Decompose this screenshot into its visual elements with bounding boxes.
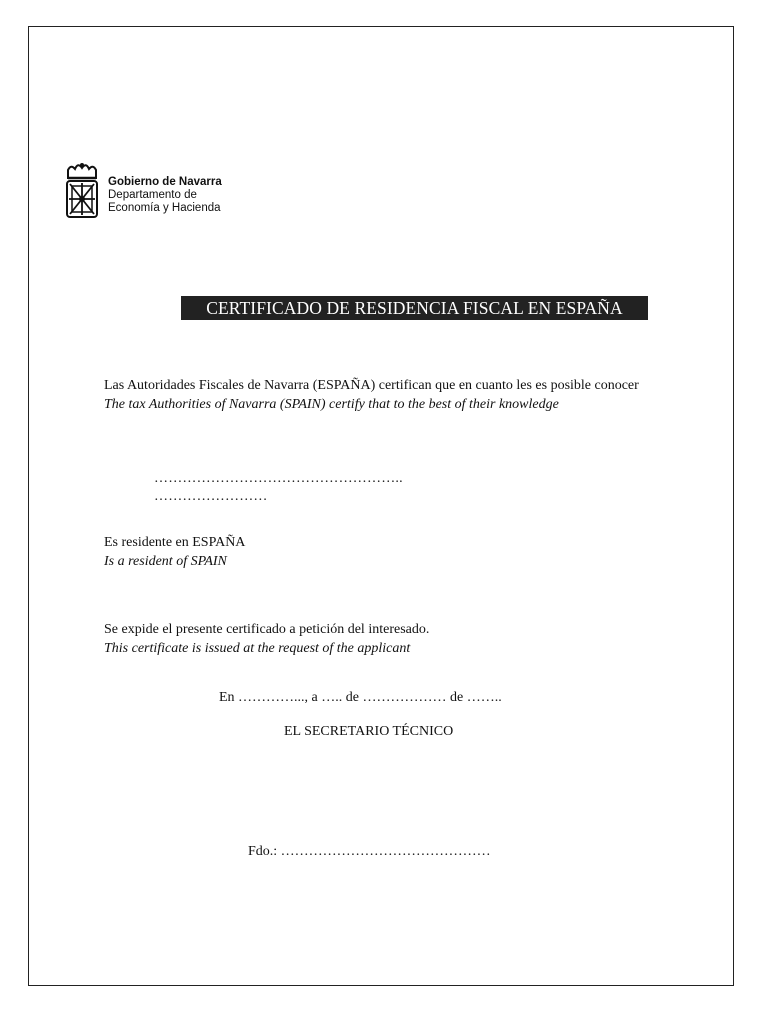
issuance-spanish: Se expide el presente certificado a petición del interesado. bbox=[104, 622, 430, 637]
issuance-english: This certificate is issued at the request of the applicant bbox=[104, 641, 411, 656]
intro-spanish: Las Autoridades Fiscales de Navarra (ESPAÑA) certifican que en cuanto les es posible conocer bbox=[104, 378, 639, 393]
residence-english: Is a resident of SPAIN bbox=[104, 554, 227, 569]
name-blank-line-1: …………………………………………….. bbox=[154, 471, 403, 486]
document-title: CERTIFICADO DE RESIDENCIA FISCAL EN ESPAÑA bbox=[181, 296, 648, 320]
name-blank-line-2: …………………… bbox=[154, 489, 268, 504]
intro-english: The tax Authorities of Navarra (SPAIN) certify that to the best of their knowledge bbox=[104, 397, 559, 412]
place-date-line: En …………..., a ….. de ……………… de …….. bbox=[219, 690, 502, 705]
letterhead bbox=[64, 160, 222, 220]
government-name: Gobierno de Navarra bbox=[108, 176, 222, 188]
residence-spanish: Es residente en ESPAÑA bbox=[104, 535, 246, 550]
residence-statement bbox=[104, 533, 245, 571]
department-line-2: Economía y Hacienda bbox=[108, 202, 221, 214]
navarra-coat-of-arms-icon bbox=[64, 160, 100, 220]
letterhead-text bbox=[108, 176, 222, 215]
issuance-statement bbox=[104, 620, 429, 658]
signatory-title: EL SECRETARIO TÉCNICO bbox=[284, 724, 454, 739]
signature-line: Fdo.: ……………………………………… bbox=[248, 844, 491, 859]
department-line-1: Departamento de bbox=[108, 189, 197, 201]
intro-paragraph bbox=[104, 376, 639, 414]
